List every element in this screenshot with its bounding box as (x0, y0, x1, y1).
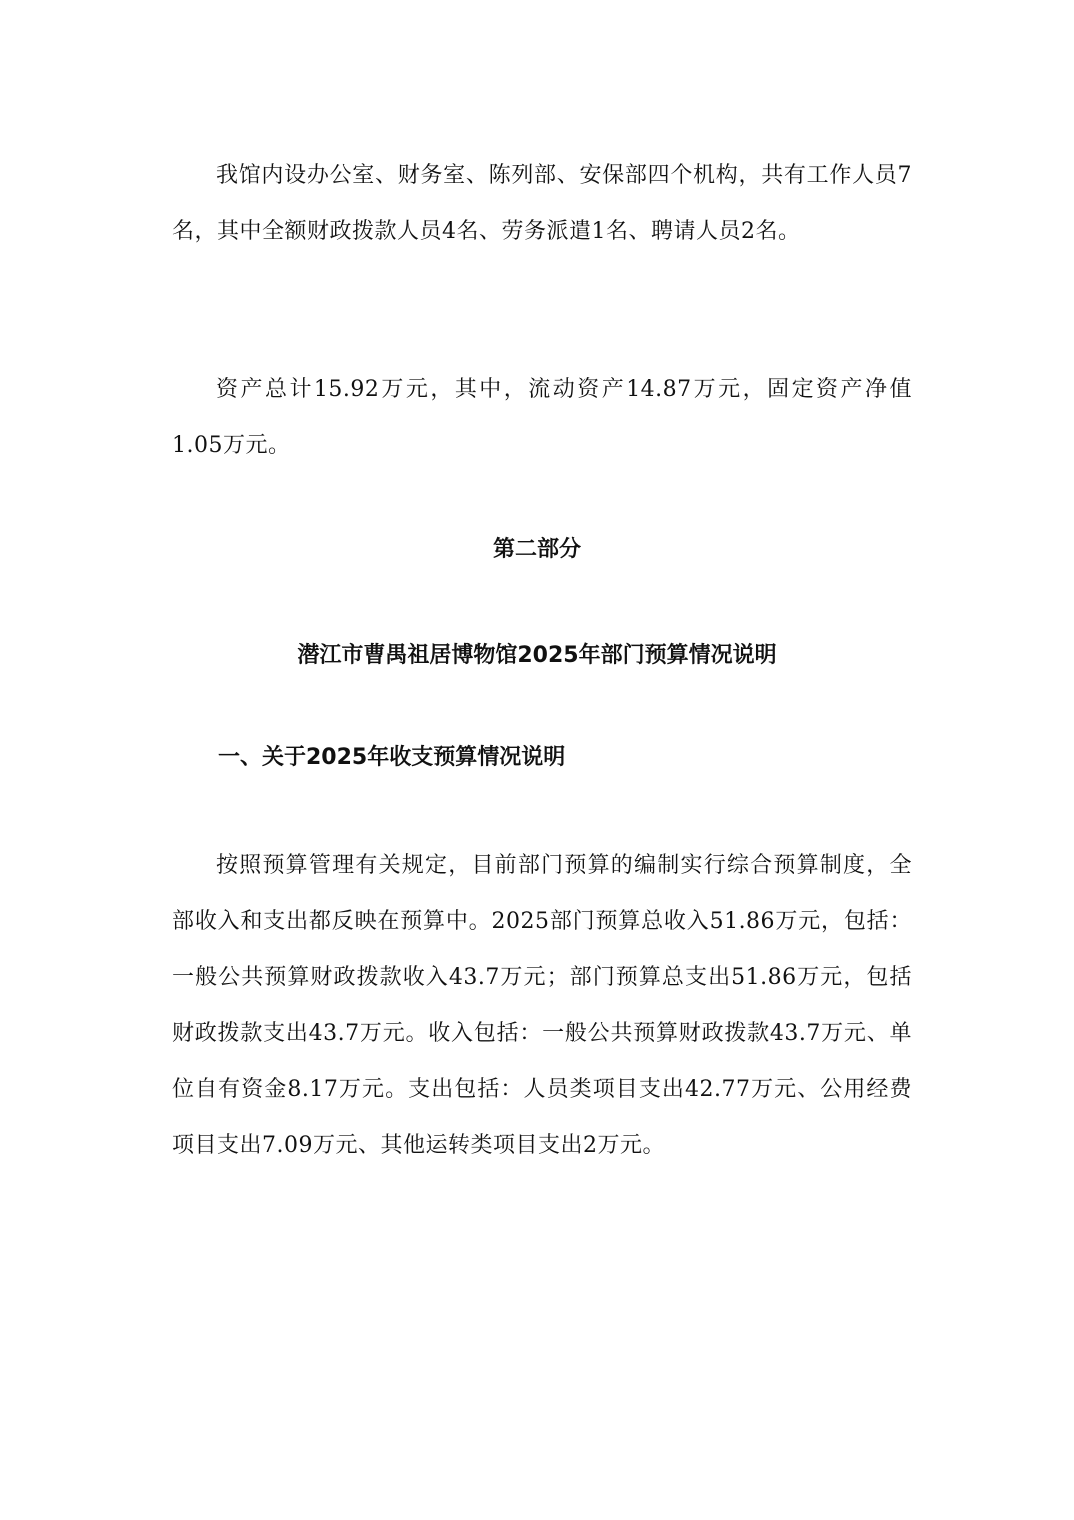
paragraph-staff: 我馆内设办公室、财务室、陈列部、安保部四个机构，共有工作人员7名，其中全额财政拨款人员4名、劳务派遣1名、聘请人员2名。 (172, 163, 912, 244)
paragraph-budget: 按照预算管理有关规定，目前部门预算的编制实行综合预算制度，全部收入和支出都反映在预算中。2025部门预算总收入51.86万元，包括：一般公共预算财政拨款收入43.7万元；部门预算总支出51.86万元，包括财政拨款支出43.7万元。收入包括：一般公共预算财政拨款43.7万元、单位自有资金8.17万元。支出包括：人员类项目支出42.77万元、公用经费项目支出7.09万元、其他运转类项目支出2万元。 (172, 853, 912, 1158)
section-title: 潜江市曹禺祖居博物馆2025年部门预算情况说明 (297, 643, 777, 668)
subsection-heading: 一、关于2025年收支预算情况说明 (218, 745, 566, 770)
part-heading: 第二部分 (492, 537, 581, 562)
paragraph-assets: 资产总计15.92万元，其中，流动资产14.87万元，固定资产净值1.05万元。 (172, 377, 912, 458)
